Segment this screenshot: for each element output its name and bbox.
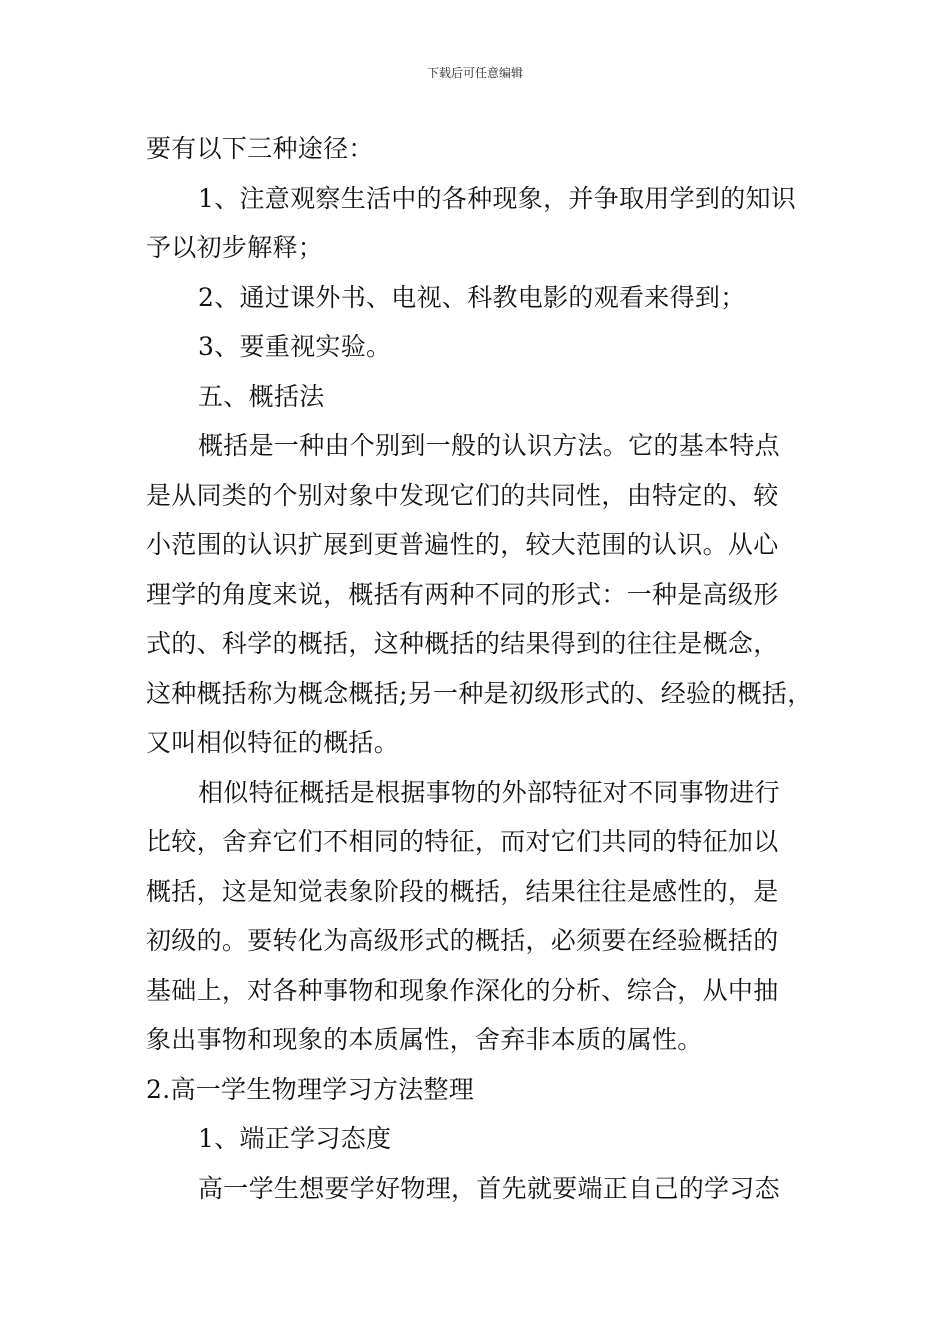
text-line: 要有以下三种途径：	[146, 134, 374, 163]
text-line: 比较，舍弃它们不相同的特征，而对它们共同的特征加以	[146, 827, 779, 856]
text-line: 这种概括称为概念概括;另一种是初级形式的、经验的概括，	[146, 678, 813, 708]
text-line: 又叫相似特征的概括。	[146, 728, 400, 757]
text-line: 1、注意观察生活中的各种现象，并争取用学到的知识	[198, 183, 797, 213]
text-line: 高一学生想要学好物理，首先就要端正自己的学习态	[198, 1173, 780, 1203]
text-line: 基础上，对各种事物和现象作深化的分析、综合，从中抽	[146, 975, 779, 1005]
text-line: 相似特征概括是根据事物的外部特征对不同事物进行	[198, 777, 780, 807]
text-line: 初级的。要转化为高级形式的概括，必须要在经验概括的	[146, 926, 779, 955]
text-line: 五、概括法	[198, 381, 325, 411]
text-line: 理学的角度来说，概括有两种不同的形式：一种是高级形	[146, 579, 779, 609]
text-line: 1、端正学习态度	[198, 1124, 392, 1153]
text-line: 象出事物和现象的本质属性，舍弃非本质的属性。	[146, 1025, 703, 1054]
document-body	[146, 124, 826, 1213]
text-line: 概括，这是知觉表象阶段的概括，结果往往是感性的，是	[146, 876, 779, 906]
text-line: 概括是一种由个别到一般的认识方法。它的基本特点	[198, 431, 780, 460]
text-line: 式的、科学的概括，这种概括的结果得到的往往是概念，	[146, 629, 779, 658]
text-line: 是从同类的个别对象中发现它们的共同性，由特定的、较	[146, 480, 779, 510]
text-line: 2、通过课外书、电视、科教电影的观看来得到；	[198, 282, 746, 312]
text-line: 予以初步解释；	[146, 233, 324, 262]
text-line: 2.高一学生物理学习方法整理	[146, 1074, 475, 1104]
page-header: 下载后可任意编辑	[426, 66, 523, 80]
text-line: 3、要重视实验。	[198, 332, 392, 361]
text-line: 小范围的认识扩展到更普遍性的，较大范围的认识。从心	[146, 530, 779, 559]
